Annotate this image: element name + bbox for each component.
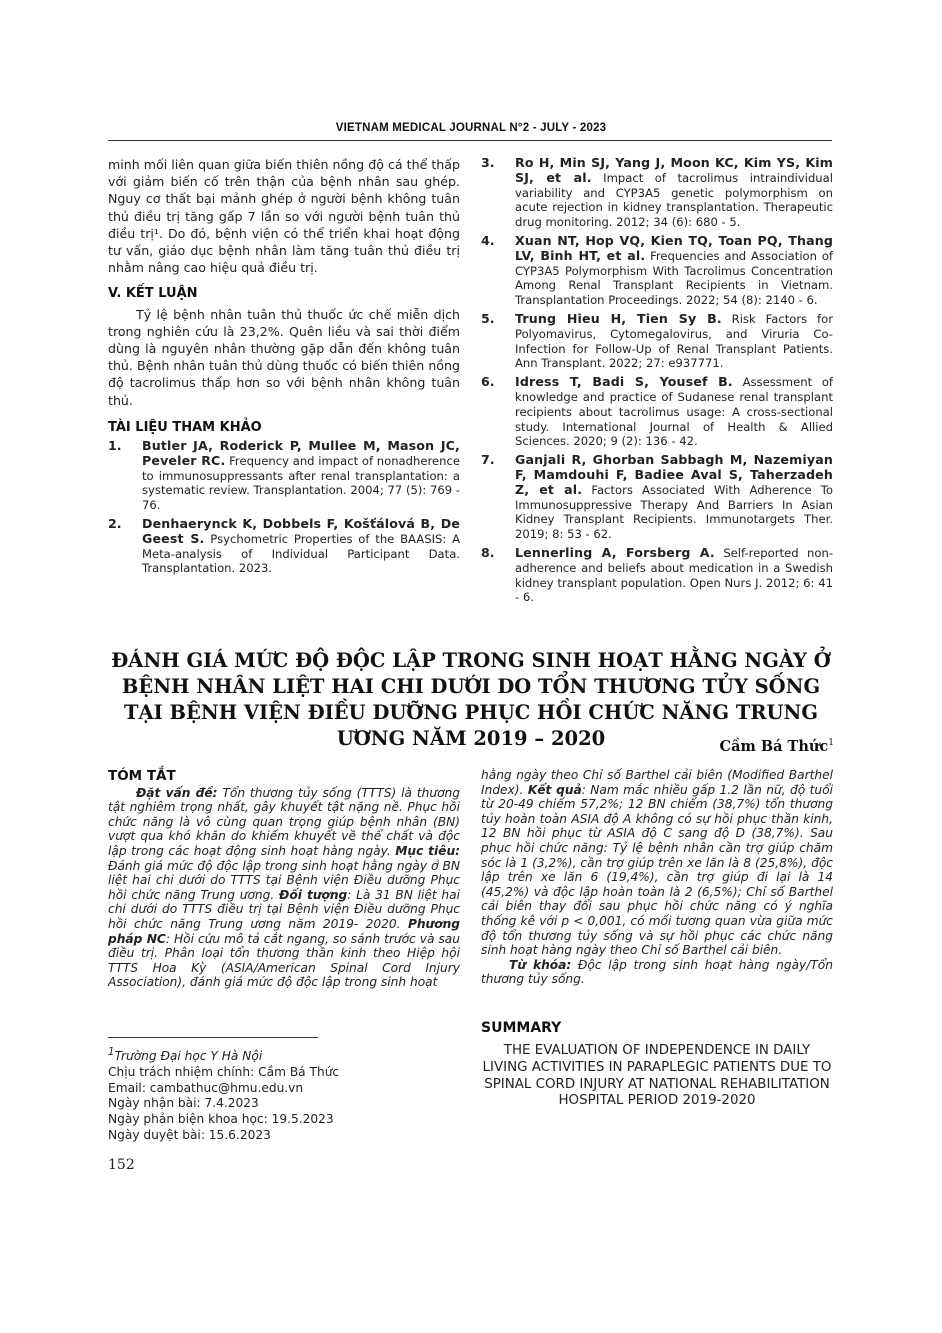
running-header: VIETNAM MEDICAL JOURNAL N°2 - JULY - 2023 bbox=[335, 122, 607, 134]
reference-item: 8. Lennerling A, Forsberg A. Self-reported non-adherence and beliefs about medication in a Swedish kidney transplant population. Open Nurs J. 2012; 6: 41 - 6. bbox=[481, 544, 833, 605]
references-heading: TÀI LIỆU THAM KHẢO bbox=[108, 419, 262, 435]
left-column-top bbox=[108, 156, 460, 580]
keywords: Từ khóa: Độc lập trong sinh hoạt hàng ngày/Tổn thương tủy sống. bbox=[481, 957, 833, 987]
abstract-left bbox=[108, 769, 460, 990]
abstract-right bbox=[481, 768, 833, 987]
conclusion-paragraph: Tỷ lệ bệnh nhân tuân thủ thuốc ức chế miễn dịch trong nghiên cứu là 23,2%. Quên liều và sai thời điểm dùng là nguyên nhân thường gặp dẫn đến không tuân thủ. Bệnh nhân tuân thủ dùng thuốc có biến thiên nồng độ tacrolimus thấp hơn so với bệnh nhân không tuân thủ. bbox=[108, 306, 460, 408]
abstract-continued: hằng ngày theo Chỉ số Barthel cải biên (Modified Barthel Index). Kết quả: Nam mắc nhiều gấp 1.2 lần nữ, độ tuổi từ 20-49 chiếm 57,2%; 12 BN chiếm (38,7%) tổn thương tủy hoàn toàn ASIA độ A không có sự hồi phục thần kinh, 12 BN hồi phục từ ASIA độ C sang độ D (38,7%). Sau phục hồi chức năng: Tỷ lệ bệnh nhân cần trợ giúp chăm sóc là 1 (3,2%), cần trợ giúp trên xe lăn là 8 (25,8%), độc lập trên xe lăn 6 (19,4%), cần trợ giúp đi lại là 14 (45,2%) và độc lập hoàn toàn là 2 (6,5%); Chỉ số Barthel cải biên thay đổi sau phục hồi chức năng có ý nghĩa thống kê với p < 0,001, có mối tương quan vừa giữa mức độ tổn thương tủy sống và sự hồi phục các chức năng sinh hoạt hàng ngày theo Chỉ số Barthel cải biên. bbox=[481, 768, 833, 958]
conclusion-heading: V. KẾT LUẬN bbox=[108, 286, 198, 302]
summary-heading: SUMMARY bbox=[481, 1020, 562, 1036]
abstract-paragraph: Đặt vấn đề: Tổn thương tủy sống (TTTS) là thương tật nghiêm trọng nhất, gây khuyết tật nặng nề. Phục hồi chức năng là vô cùng quan trọng giúp bệnh nhân (BN) vượt qua khó khăn do khiếm khuyết về thể chất và độc lập trong các hoạt động sinh hoạt hàng ngày. Mục tiêu: Đánh giá mức độ độc lập trong sinh hoạt hằng ngày ở BN liệt hai chi dưới do TTTS tại Bệnh viện Điều dưỡng Phục hồi chức năng Trung ương. Đối tượng: Là 31 BN liệt hai chi dưới do TTTS điều trị tại Bệnh viện Điều dưỡng Phục hồi chức năng Trung ương năm 2019- 2020. Phương pháp NC: Hồi cứu mô tả cắt ngang, so sánh trước và sau điều trị. Phân loại tổn thương thần kinh theo Hiệp hội TTTS Hoa Kỳ (ASIA/American Spinal Cord Injury Association), đánh giá mức độ độc lập trong sinh hoạt bbox=[108, 785, 461, 990]
reference-item: 4. Xuan NT, Hop VQ, Kien TQ, Toan PQ, Thang LV, Binh HT, et al. Frequencies and Association of CYP3A5 Polymorphism With Tacrolimus Concentration Among Renal Transplant Recipients in Vietnam. Transplantation Proceedings. 2022; 54 (8): 2140 - 6. bbox=[481, 232, 833, 308]
email: Email: cambathuc@hmu.edu.vn bbox=[108, 1080, 304, 1095]
footnote-rule bbox=[108, 1037, 318, 1038]
date-accepted: Ngày duyệt bài: 15.6.2023 bbox=[108, 1128, 271, 1143]
reference-item: 3. Ro H, Min SJ, Yang J, Moon KC, Kim YS, Kim SJ, et al. Impact of tacrolimus intraindividual variability and CYP3A5 genetic polymorphism on acute rejection in kidney transplantation. Therapeutic drug monitoring. 2012; 34 (6): 680 - 5. bbox=[481, 155, 833, 230]
abstract-heading: TÓM TẮT bbox=[108, 768, 176, 784]
summary-title: THE EVALUATION OF INDEPENDENCE IN DAILY LIVING ACTIVITIES IN PARAPLEGIC PATIENTS DUE TO SPINAL CORD INJURY AT NATIONAL REHABILITATION HOSPITAL PERIOD 2019-2020 bbox=[482, 1043, 832, 1109]
corresponding-author: Chịu trách nhiệm chính: Cầm Bá Thức bbox=[108, 1064, 340, 1079]
page-number: 152 bbox=[108, 1157, 135, 1173]
reference-item: 2. Denhaerynck K, Dobbels F, Košťálová B, De Geest S. Psychometric Properties of the BAASIS: A Meta-analysis of Individual Participant Data. Transplantation. 2023. bbox=[108, 516, 460, 576]
reference-item: 5. Trung Hieu H, Tien Sy B. Risk Factors for Polyomavirus, Cytomegalovirus, and Viruria Co-Infection for Follow-Up of Renal Transplant Patients. Ann Transplant. 2022; 27: e937771. bbox=[481, 310, 833, 371]
article-author: Cầm Bá Thức$^1$ bbox=[719, 738, 834, 755]
reference-list-right bbox=[481, 156, 833, 605]
article-title: ĐÁNH GIÁ MỨC ĐỘ ĐỘC LẬP TRONG SINH HOẠT HẰNG NGÀY Ở BỆNH NHÂN LIỆT HAI CHI DƯỚI DO TỔN THƯƠNG TỦY SỐNG TẠI BỆNH VIỆN ĐIỀU DƯỠNG PHỤC HỒI CHỨC NĂNG TRUNG ƯƠNG NĂM 2019 – 2020 bbox=[111, 649, 831, 750]
reference-item: 6. Idress T, Badi S, Yousef B. Assessment of knowledge and practice of Sudanese renal transplant recipients about tacrolimus usage: A cross-sectional study. International Journal of Health & Allied Sciences. 2020; 9 (2): 136 - 42. bbox=[481, 374, 833, 449]
date-reviewed: Ngày phản biện khoa học: 19.5.2023 bbox=[108, 1112, 334, 1127]
affiliation: $^1$Trường Đại học Y Hà Nội bbox=[108, 1047, 263, 1064]
discussion-paragraph: minh mối liên quan giữa biến thiên nồng độ cá thể thấp với giảm biến cố trên thận của bệnh nhân sau ghép. Nguy cơ thất bại mảnh ghép ở người bệnh không tuân thủ điều trị tăng gấp 7 lần so với người bệnh tuân thủ điều trị¹. Do đó, bệnh viện có thể triển khai hoạt động tư vấn, giáo dục bệnh nhân làm tăng tuân thủ điều trị nhằm nâng cao hiệu quả điều trị. bbox=[108, 157, 460, 276]
reference-list-left bbox=[108, 439, 460, 576]
reference-item: 7. Ganjali R, Ghorban Sabbagh M, Nazemiyan F, Mamdouhi F, Badiee Aval S, Taherzadeh Z, et al. Factors Associated With Adherence To Immunosuppressive Therapy And Barriers In Asian Kidney Transplant Recipients. Immunotargets Ther. 2019; 8: 53 - 62. bbox=[481, 452, 833, 542]
header-rule bbox=[108, 140, 832, 141]
date-received: Ngày nhận bài: 7.4.2023 bbox=[108, 1096, 259, 1111]
right-column-top bbox=[481, 156, 833, 609]
footnote bbox=[108, 1045, 339, 1144]
reference-item: 1. Butler JA, Roderick P, Mullee M, Mason JC, Peveler RC. Frequency and impact of nonadherence to immunosuppressants after renal transplantation: a systematic review. Transplantation. 2004; 77 (5): 769 - 76. bbox=[108, 438, 460, 513]
